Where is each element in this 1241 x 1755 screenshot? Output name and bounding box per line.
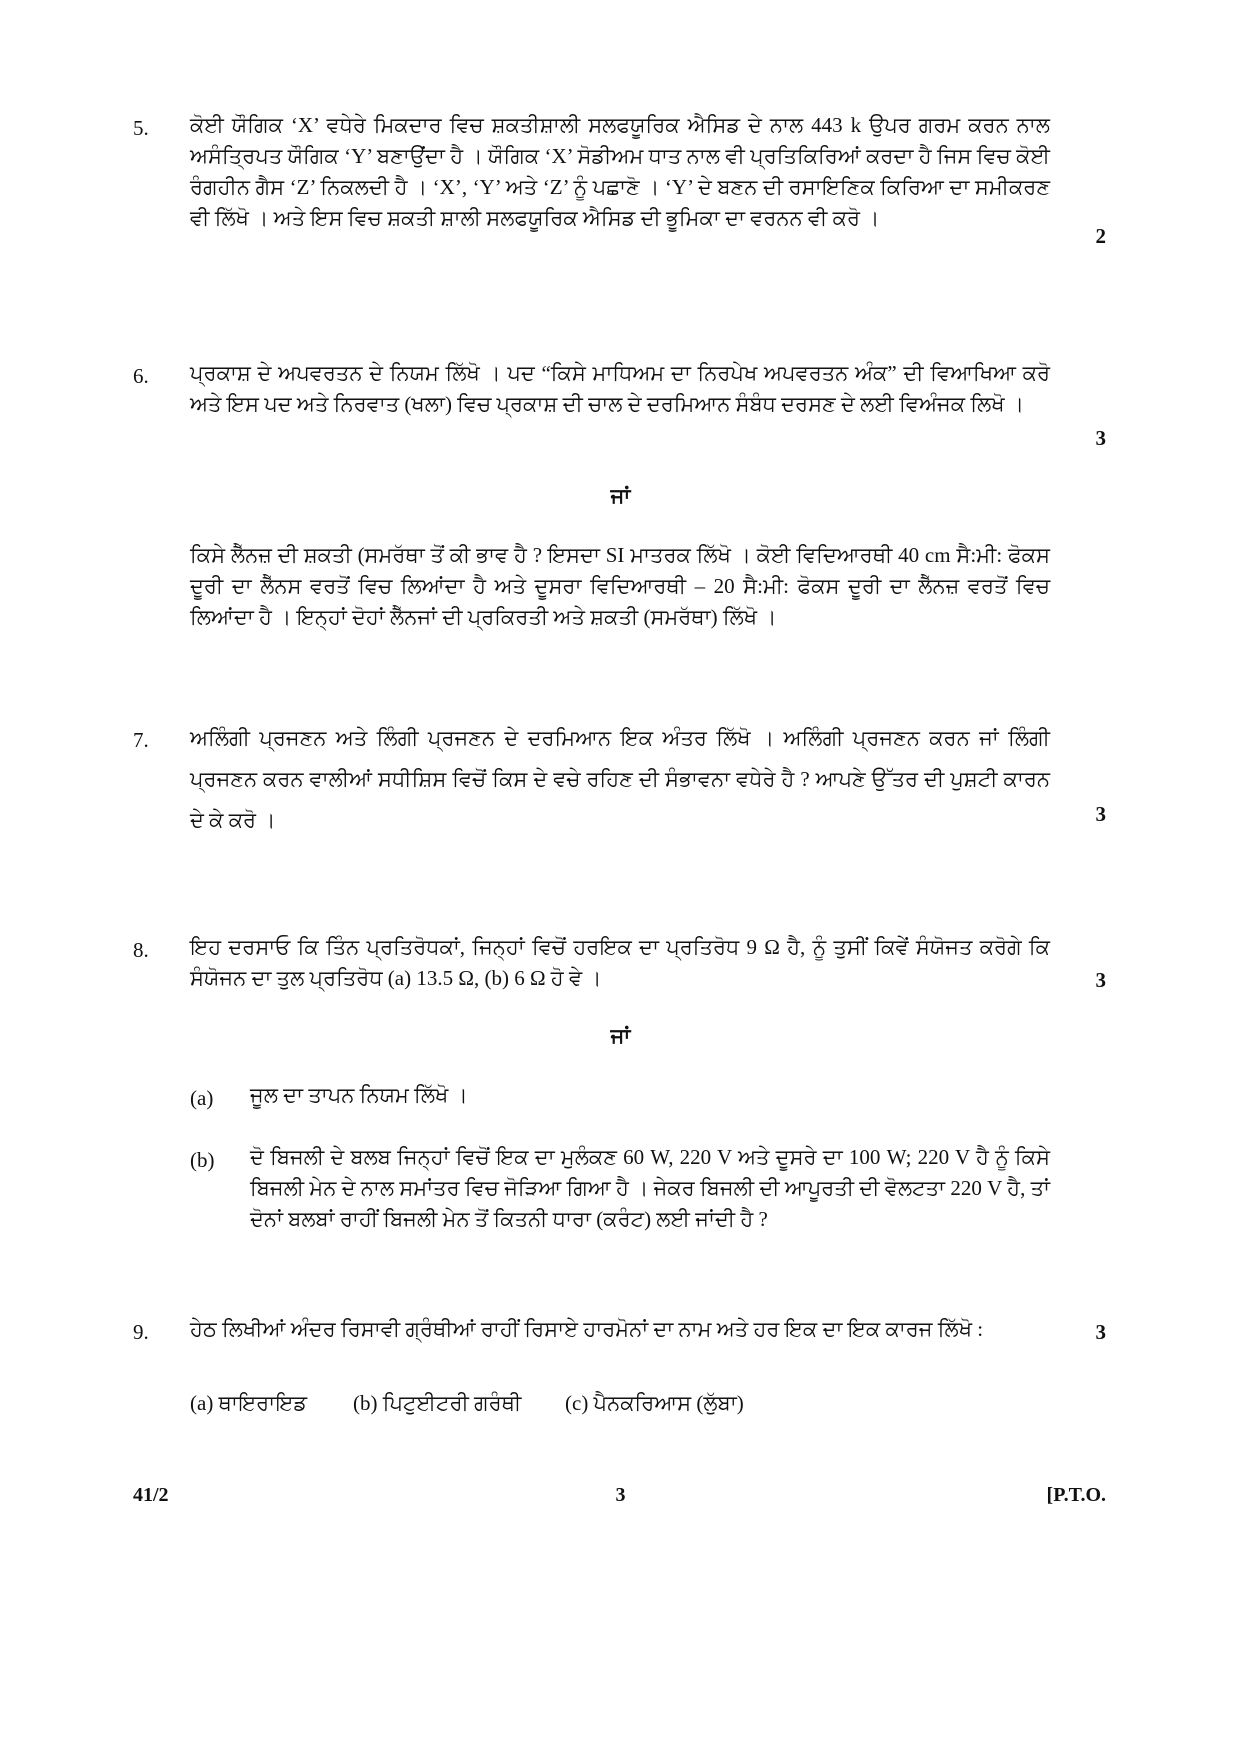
marks: 3 (1095, 968, 1106, 992)
question-number: 6. (133, 364, 149, 388)
question-text: ਪ੍ਰਕਾਸ਼ ਦੇ ਅਪਵਰਤਨ ਦੇ ਨਿਯਮ ਲਿੱਖੋ । ਪਦ “ਕਿਸੇ ਮਾਧਿਅਮ ਦਾ ਨਿਰਪੇਖ ਅਪਵਰਤਨ ਅੰਕ” ਦੀ ਵਿਆਖਿਆ ਕਰੋ ਅਤੇ ਇਸ ਪਦ ਅਤੇ ਨਿਰਵਾਤ (ਖਲਾ) ਵਿਚ ਪ੍ਰਕਾਸ਼ ਦੀ ਚਾਲ ਦੇ ਦਰਮਿਆਨ ਸੰਬੰਧ ਦਰਸਣ ਦੇ ਲਈ ਵਿਅੰਜਕ ਲਿਖੋ । (190, 361, 1050, 416)
question-number: 5. (133, 116, 149, 140)
sub-question-a-label: (a) (190, 1086, 214, 1110)
question-number: 7. (133, 728, 149, 752)
question-text: ਕੋਈ ਯੌਗਿਕ ‘X’ ਵਧੇਰੇ ਮਿਕਦਾਰ ਵਿਚ ਸ਼ਕਤੀਸ਼ਾਲੀ ਸਲਫਯੂਰਿਕ ਐਸਿਡ ਦੇ ਨਾਲ 443 k ਉਪਰ ਗਰਮ ਕਰਨ ਨਾਲ ਅਸੰਤ੍ਰਿਪਤ ਯੌਗਿਕ ‘Y’ ਬਣਾਉਂਦਾ ਹੈ । ਯੌਗਿਕ ‘X’ ਸੋਡੀਅਮ ਧਾਤ ਨਾਲ ਵੀ ਪ੍ਰਤਿਕਿਰਿਆਂ ਕਰਦਾ ਹੈ ਜਿਸ ਵਿਚ ਕੋਈ ਰੰਗਹੀਨ ਗੈਸ ‘Z’ ਨਿਕਲਦੀ ਹੈ । ‘X’, ‘Y’ ਅਤੇ ‘Z’ ਨੂੰ ਪਛਾਣੋ । ‘Y’ ਦੇ ਬਣਨ ਦੀ ਰਸਾਇਣਿਕ ਕਿਰਿਆ ਦਾ ਸਮੀਕਰਣ ਵੀ ਲਿੱਖੋ । ਅਤੇ ਇਸ ਵਿਚ ਸ਼ਕਤੀ ਸ਼ਾਲੀ ਸਲਫਯੂਰਿਕ ਐਸਿਡ ਦੀ ਭੂਮਿਕਾ ਦਾ ਵਰਨਨ ਵੀ ਕਰੋ । (190, 113, 1050, 230)
sub-question-b-label: (b) (190, 1148, 215, 1172)
question-text: ਹੇਠ ਲਿਖੀਆਂ ਅੰਦਰ ਰਿਸਾਵੀ ਗ੍ਰੰਥੀਆਂ ਰਾਹੀਂ ਰਿਸਾਏ ਹਾਰਮੋਨਾਂ ਦਾ ਨਾਮ ਅਤੇ ਹਰ ਇਕ ਦਾ ਇਕ ਕਾਰਜ ਲਿੱਖੋ : (190, 1317, 984, 1341)
question-number: 8. (133, 938, 149, 962)
please-turn-over: [P.T.O. (1046, 1484, 1106, 1506)
marks: 3 (1095, 426, 1106, 450)
or-separator: ਜਾਂ (610, 1024, 631, 1048)
alternative-question-text: ਕਿਸੇ ਲੈੱਨਜ਼ ਦੀ ਸ਼ਕਤੀ (ਸਮਰੱਥਾ ਤੋਂ ਕੀ ਭਾਵ ਹੈ ? ਇਸਦਾ SI ਮਾਤਰਕ ਲਿੱਖੋ । ਕੋਈ ਵਿਦਿਆਰਥੀ 40 cm ਸੈ:ਮੀ: ਫੋਕਸ ਦੂਰੀ ਦਾ ਲੈੱਨਸ ਵਰਤੋਂ ਵਿਚ ਲਿਆਂਦਾ ਹੈ ਅਤੇ ਦੂਸਰਾ ਵਿਦਿਆਰਥੀ – 20 ਸੈ:ਮੀ: ਫੋਕਸ ਦੂਰੀ ਦਾ ਲੈੱਨਜ਼ ਵਰਤੋਂ ਵਿਚ ਲਿਆਂਦਾ ਹੈ । ਇਨ੍ਹਾਂ ਦੋਹਾਂ ਲੈੱਨਜਾਂ ਦੀ ਪ੍ਰਕਿਰਤੀ ਅਤੇ ਸ਼ਕਤੀ (ਸਮਰੱਥਾ) ਲਿੱਖੋ । (190, 543, 1050, 629)
marks: 2 (1095, 224, 1106, 248)
option-a: (a) ਥਾਇਰਾਇਡ (190, 1391, 308, 1415)
page-number: 3 (615, 1484, 626, 1506)
question-text: ਇਹ ਦਰਸਾਓ ਕਿ ਤਿੰਨ ਪ੍ਰਤਿਰੋਧਕਾਂ, ਜਿਨ੍ਹਾਂ ਵਿਚੋਂ ਹਰਇਕ ਦਾ ਪ੍ਰਤਿਰੋਧ 9 Ω ਹੈ, ਨੂੰ ਤੁਸੀਂ ਕਿਵੇਂ ਸੰਯੋਜਤ ਕਰੋਗੇ ਕਿ ਸੰਯੋਜਨ ਦਾ ਤੁਲ ਪ੍ਰਤਿਰੋਧ (a) 13.5 Ω, (b) 6 Ω ਹੋ ਵੇ । (190, 935, 1050, 990)
marks: 3 (1095, 1320, 1106, 1344)
or-separator: ਜਾਂ (610, 484, 631, 508)
option-c: (c) ਪੈਨਕਰਿਆਸ (ਲੁੱਬਾ) (565, 1391, 744, 1415)
option-b: (b) ਪਿਟੁਈਟਰੀ ਗਰੰਥੀ (353, 1391, 522, 1415)
question-number: 9. (133, 1320, 149, 1344)
paper-code: 41/2 (133, 1484, 169, 1506)
sub-question-b-text: ਦੋ ਬਿਜਲੀ ਦੇ ਬਲਬ ਜਿਨ੍ਹਾਂ ਵਿਚੋਂ ਇਕ ਦਾ ਮੁਲੰਕਣ 60 W, 220 V ਅਤੇ ਦੂਸਰੇ ਦਾ 100 W; 220 V ਹੈ ਨੂੰ ਕਿਸੇ ਬਿਜਲੀ ਮੇਨ ਦੇ ਨਾਲ ਸਮਾਂਤਰ ਵਿਚ ਜੋੜਿਆ ਗਿਆ ਹੈ । ਜੇਕਰ ਬਿਜਲੀ ਦੀ ਆਪੂਰਤੀ ਦੀ ਵੋਲਟਤਾ 220 V ਹੈ, ਤਾਂ ਦੋਨਾਂ ਬਲਬਾਂ ਰਾਹੀਂ ਬਿਜਲੀ ਮੇਨ ਤੋਂ ਕਿਤਨੀ ਧਾਰਾ (ਕਰੰਟ) ਲਈ ਜਾਂਦੀ ਹੈ ? (250, 1145, 1050, 1231)
marks: 3 (1095, 802, 1106, 826)
question-text: ਅਲਿੰਗੀ ਪ੍ਰਜਣਨ ਅਤੇ ਲਿੰਗੀ ਪ੍ਰਜਣਨ ਦੇ ਦਰਮਿਆਨ ਇਕ ਅੰਤਰ ਲਿੱਖੋ । ਅਲਿੰਗੀ ਪ੍ਰਜਣਨ ਕਰਨ ਜਾਂ ਲਿੰਗੀ ਪ੍ਰਜਣਨ ਕਰਨ ਵਾਲੀਆਂ ਸਧੀਸ਼ਿਸ ਵਿਚੋਂ ਕਿਸ ਦੇ ਵਚੇ ਰਹਿਣ ਦੀ ਸੰਭਾਵਨਾ ਵਧੇਰੇ ਹੈ ? ਆਪਣੇ ਉੱਤਰ ਦੀ ਪੁਸ਼ਟੀ ਕਾਰਨ ਦੇ ਕੇ ਕਰੋ । (190, 726, 1050, 832)
sub-question-a-text: ਜੂਲ ਦਾ ਤਾਪਨ ਨਿਯਮ ਲਿੱਖੋ । (250, 1083, 468, 1107)
